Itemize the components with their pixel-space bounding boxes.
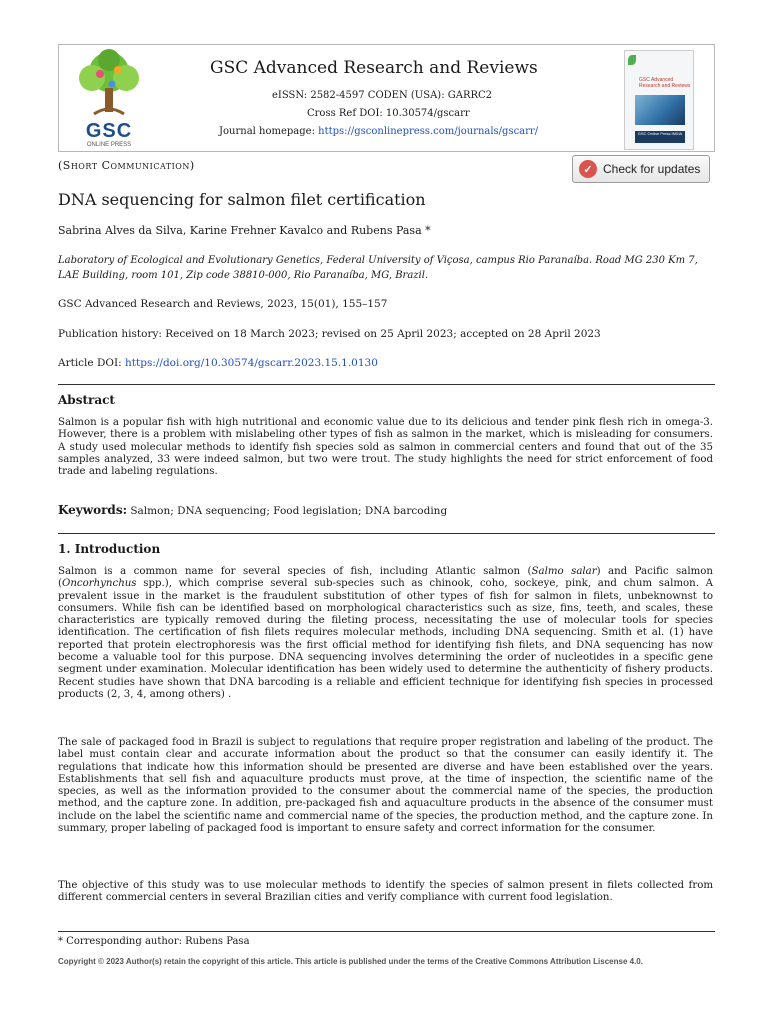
intro-rule (58, 533, 715, 534)
homepage-link[interactable]: https://gsconlinepress.com/journals/gscarr/ (318, 126, 539, 137)
intro-paragraph-2: The sale of packaged food in Brazil is subject to regulations that require proper registration and labeling of the product. The label must contain clear and accurate information about the product so that the consumer can easily identify it. The regulations that indicate how this information should be presented are diverse and have been established over the years. Establishments that sell fish and aquaculture products must prove, at the time of inspection, the scientific name of the species, as well as the information provided to the consumer about the commercial name of the species, the production method, and the capture zone. In addition, pre-packaged fish and aquaculture products in the absence of the consumer must include on the label the scientific name and commercial name of the species, the production method, and the capture zone. In summary, proper labeling of packaged food is important to ensure safety and correct information for the consumer. (58, 737, 713, 835)
bookmark-icon: ✓ (579, 160, 597, 178)
homepage-line (219, 126, 538, 137)
check-for-updates-label: Check for updates (603, 162, 701, 176)
journal-cover (624, 50, 694, 150)
intro-p1-part-a: Salmon is a common name for several species of fish, including Atlantic salmon ( (58, 566, 532, 577)
crossref-line: Cross Ref DOI: 10.30574/gscarr (307, 108, 470, 119)
doi-label: Article DOI: (58, 357, 126, 369)
footnote-rule (58, 931, 715, 932)
intro-heading: 1. Introduction (58, 542, 161, 556)
homepage-label: Journal homepage: (219, 126, 319, 137)
leaf-icon (628, 55, 636, 65)
species-salmo-salar: Salmo salar (531, 566, 597, 577)
cover-band-text: GSC Online Press INDIA (637, 131, 683, 136)
corresponding-author: * Corresponding author: Rubens Pasa (58, 936, 250, 947)
intro-p1-part-c: spp.), which comprise several sub-species such as chinook, coho, sockeye, pink, and chum salmon. A prevalent issue in the market is the fraudulent substitution of other types of fish for salmon in filets, unbeknownst to consumers. While fish can be identified based on morphological characteristics such as size, fins, teeth, and scales, these characteristics are typically removed during the fileting process, necessitating the use of molecular tools for species identification. The certification of fish filets requires molecular methods, including DNA sequencing. Smith et al. (1) have reported that protein electrophoresis was the first official method for identifying fish filets, and DNA sequencing has now become a valuable tool for this purpose. DNA sequencing involves determining the order of nucleotides in a specific gene segment under examination. Molecular identification has been widely used to determine the authenticity of fishery products. Recent studies have shown that DNA barcoding is a reliable and efficient technique for identifying fish species in processed products (2, 3, 4, among others) . (58, 578, 713, 700)
cover-image (635, 95, 685, 125)
abstract-rule (58, 384, 715, 385)
copyright-notice: Copyright © 2023 Author(s) retain the copyright of this article. This article is published under the terms of the Creative Commons Attribution Liscense 4.0. (58, 957, 643, 966)
intro-paragraph-1 (58, 566, 713, 701)
keywords-label: Keywords: (58, 503, 128, 517)
publication-history: Publication history: Received on 18 March 2023; revised on 25 April 2023; accepted on 28 April 2023 (58, 328, 601, 340)
check-for-updates-button[interactable] (572, 155, 710, 183)
tree-icon (64, 48, 154, 120)
abstract-heading: Abstract (58, 393, 115, 407)
journal-title: GSC Advanced Research and Reviews (210, 58, 538, 78)
intro-p1-part-b: ) and Pacific salmon ( (58, 566, 713, 590)
keywords-text: Salmon; DNA sequencing; Food legislation; DNA barcoding (127, 505, 448, 517)
abstract-text: Salmon is a popular fish with high nutritional and economic value due to its delicious and tender pink flesh rich in omega-3. However, there is a problem with mislabeling other types of fish as salmon in the market, which is misleading for consumers. A study used molecular methods to identify fish species sold as salmon in commercial centers and found that out of the 35 samples analyzed, 33 were indeed salmon, but two were trout. The study highlights the need for strict enforcement of food trade and labeling regulations. (58, 417, 713, 478)
intro-paragraph-3: The objective of this study was to use molecular methods to identify the species of salmon present in filets collected from different commercial centers in several Brazilian cities and verify compliance with current food legislation. (58, 880, 713, 904)
doi-link[interactable]: https://doi.org/10.30574/gscarr.2023.15.1.0130 (125, 357, 378, 369)
affiliation: Laboratory of Ecological and Evolutionary Genetics, Federal University of Viçosa, campus Rio Paranaíba. Road MG 230 Km 7, LAE Building, room 101, Zip code 38810-000, Rio Paranaíba, MG, Brazil. (58, 255, 698, 281)
issn-line: eISSN: 2582-4597 CODEN (USA): GARRC2 (272, 90, 493, 101)
cover-title: GSC Advanced Research and Reviews (639, 77, 691, 89)
logo-subtext: ONLINE PRESS (86, 142, 132, 148)
article-type: (Short Communication) (58, 159, 195, 172)
logo-text: GSC (85, 120, 133, 142)
citation: GSC Advanced Research and Reviews, 2023, 15(01), 155–157 (58, 298, 388, 310)
article-title: DNA sequencing for salmon filet certification (58, 190, 426, 209)
genus-oncorhynchus: Oncorhynchus (61, 578, 137, 590)
authors: Sabrina Alves da Silva, Karine Frehner Kavalco and Rubens Pasa * (58, 224, 431, 237)
cover-band (635, 131, 685, 143)
article-doi (58, 357, 378, 369)
keywords (58, 503, 447, 517)
journal-logo (64, 48, 154, 148)
